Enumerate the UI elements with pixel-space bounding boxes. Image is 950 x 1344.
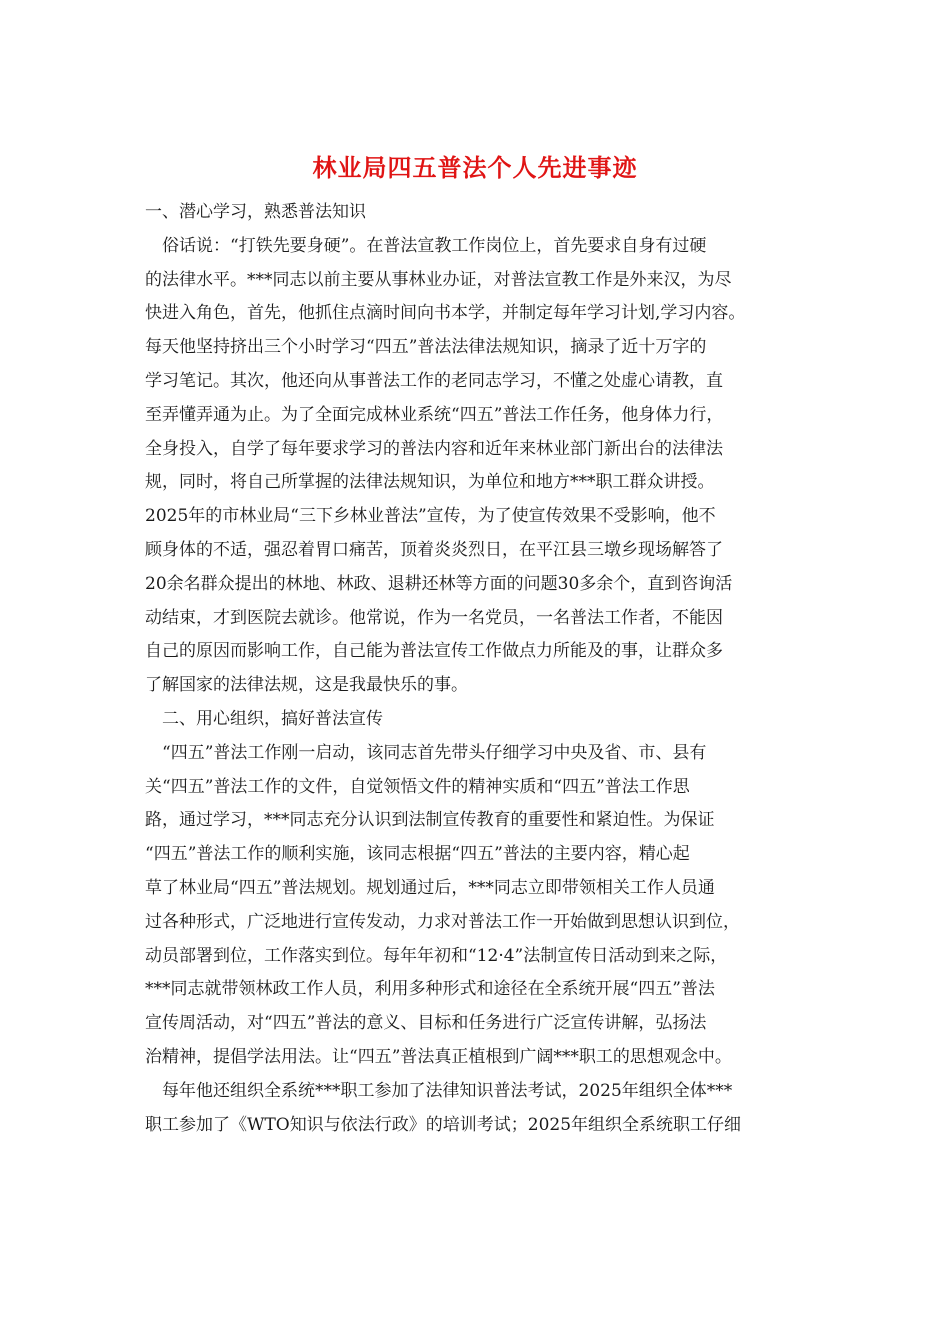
text-line: 宣传周活动，对“四五”普法的意义、目标和任务进行广泛宣传讲解，弘扬法 <box>145 1013 707 1034</box>
text-line: 20余名群众提出的林地、林政、退耕还林等方面的问题30多余个，直到咨询活 <box>145 573 733 594</box>
text-line: 自己的原因而影响工作，自己能为普法宣传工作做点力所能及的事，让群众多 <box>145 641 723 662</box>
text-line: 全身投入，自学了每年要求学习的普法内容和近年来林业部门新出台的法律法 <box>145 438 723 459</box>
text-line: “四五”普法工作的顺利实施，该同志根据“四五”普法的主要内容，精心起 <box>145 844 690 865</box>
text-line: 职工参加了《WTO知识与依法行政》的培训考试；2025年组织全系统职工仔细 <box>145 1114 742 1135</box>
text-line: 草了林业局“四五”普法规划。规划通过后，***同志立即带领相关工作人员通 <box>145 878 715 898</box>
text-line: 每天他坚持挤出三个小时学习“四五”普法法律法规知识，摘录了近十万字的 <box>145 337 707 358</box>
text-line: 顾身体的不适，强忍着胃口痛苦，顶着炎炎烈日，在平江县三墩乡现场解答了 <box>145 540 723 560</box>
text-line: 学习笔记。其次，他还向从事普法工作的老同志学习，不懂之处虚心请教，直 <box>145 371 723 391</box>
document-title: 林业局四五普法个人先进事迹 <box>312 153 638 182</box>
text-line: 每年他还组织全系统***职工参加了法律知识普法考试，2025年组织全体*** <box>145 1080 733 1101</box>
text-line: 2025年的市林业局“三下乡林业普法”宣传，为了使宣传效果不受影响，他不 <box>145 506 716 527</box>
text-line: 了解国家的法律法规，这是我最快乐的事。 <box>145 675 468 696</box>
text-line: 快进入角色，首先，他抓住点滴时间向书本学，并制定每年学习计划,学习内容。 <box>145 303 746 324</box>
text-line: 过各种形式，广泛地进行宣传发动，力求对普法工作一开始做到思想认识到位， <box>145 911 740 932</box>
text-line: 规，同时，将自己所掌握的法律法规知识，为单位和地方***职工群众讲授。 <box>145 472 715 493</box>
text-line: 治精神，提倡学法用法。让“四五”普法真正植根到广阔***职工的思想观念中。 <box>145 1047 732 1067</box>
text-line: “四五”普法工作刚一启动，该同志首先带头仔细学习中央及省、市、县有 <box>145 742 707 763</box>
text-line: 一、潜心学习，熟悉普法知识 <box>145 202 366 222</box>
text-line: 二、用心组织，搞好普法宣传 <box>145 709 383 729</box>
text-line: 至弄懂弄通为止。为了全面完成林业系统“四五”普法工作任务，他身体力行， <box>145 404 724 425</box>
text-line: ***同志就带领林政工作人员，利用多种形式和途径在全系统开展“四五”普法 <box>145 979 715 1000</box>
text-line: 路，通过学习，***同志充分认识到法制宣传教育的重要性和紧迫性。为保证 <box>145 810 715 831</box>
text-line: 俗话说：“打铁先要身硬”。在普法宣教工作岗位上，首先要求自身有过硬 <box>145 235 707 256</box>
text-line: 动员部署到位，工作落实到位。每年年初和“12·4”法制宣传日活动到来之际， <box>145 945 728 966</box>
text-line: 动结束，才到医院去就诊。他常说，作为一名党员，一名普法工作者，不能因 <box>145 607 723 628</box>
text-line: 关“四五”普法工作的文件，自觉领悟文件的精神实质和“四五”普法工作思 <box>145 776 690 797</box>
text-line: 的法律水平。***同志以前主要从事林业办证，对普法宣教工作是外来汉，为尽 <box>145 269 732 290</box>
